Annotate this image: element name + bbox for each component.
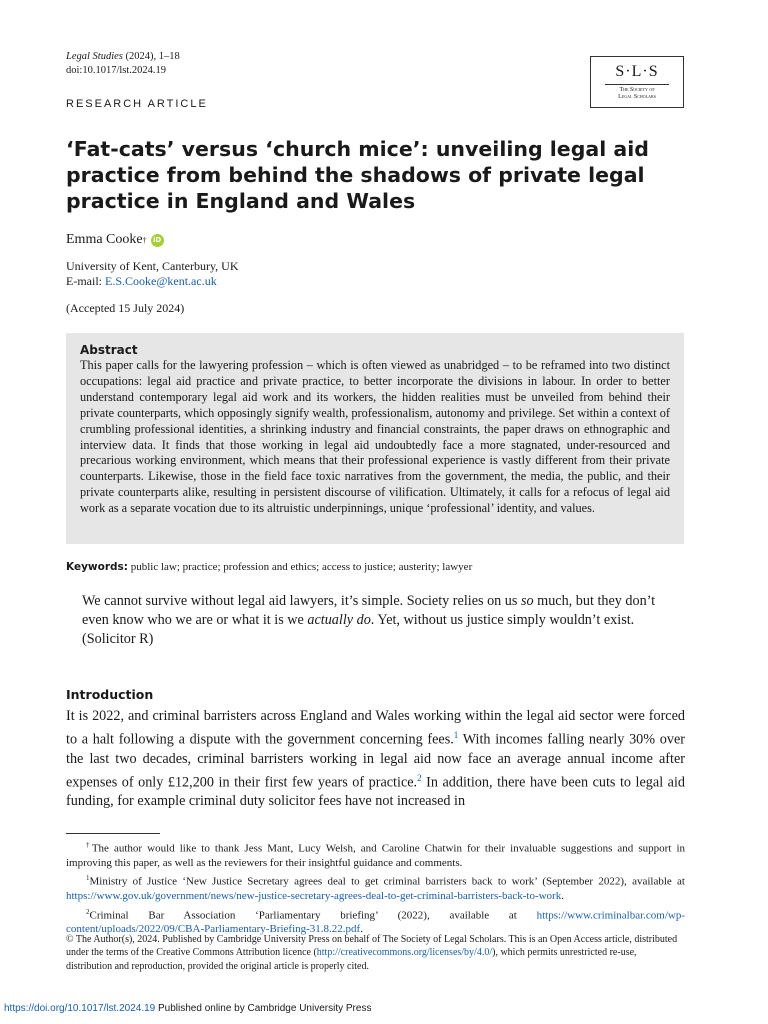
sls-logo (590, 56, 684, 108)
introduction-paragraph (66, 707, 685, 811)
intro-text: With incomes falling nearly 30% over the last two decades, criminal barristers working in legal aid now face an average annual income after expenses of only £12,200 in their first few years of practice. (66, 731, 685, 791)
footnote-mark: 1 (86, 874, 90, 883)
footnote-mark: † (86, 841, 92, 849)
affiliation-block (66, 259, 239, 289)
footnote-text: . (360, 923, 363, 936)
accepted-date: (Accepted 15 July 2024) (66, 301, 185, 315)
doi-link[interactable]: https://doi.org/10.1017/lst.2024.19 (4, 1003, 156, 1014)
license-link[interactable]: http://creativecommons.org/licenses/by/4.0/ (316, 947, 493, 959)
affiliation: University of Kent, Canterbury, UK (66, 259, 239, 273)
footnote-link[interactable]: https://www.criminalbar.com/wp-content/uploads/2022/09/CBA-Parliamentary-Briefing-31.8.22.pdf (66, 909, 685, 936)
journal-meta: (2024), 1–18 (122, 51, 180, 62)
logo-subtext-1: The Society of (619, 87, 655, 93)
footnote-mark: 2 (86, 907, 90, 916)
epigraph-emphasis: so (520, 593, 534, 609)
article-type: RESEARCH ARTICLE (66, 98, 208, 110)
footnote-dagger (66, 838, 685, 870)
author-name[interactable]: Emma Cooke (66, 232, 143, 247)
footnote-2 (66, 905, 685, 937)
article-title: ‘Fat-cats’ versus ‘church mice’: unveiling legal aid practice from behind the shadows of private legal practice in England and Wales (66, 137, 649, 213)
epigraph-emphasis: actually do (307, 612, 371, 628)
footnote-text: Criminal Bar Association ‘Parliamentary briefing’ (2022), available at (89, 909, 537, 922)
epigraph-part: . Yet, without us justice simply wouldn’t exist. (Solicitor R) (82, 612, 635, 647)
license-text: ), which permits unrestricted re-use, distribution and reproduction, provided the original article is properly cited. (66, 947, 637, 972)
keywords-label: Keywords: (66, 561, 128, 573)
introduction-heading: Introduction (66, 687, 154, 702)
footnote-ref-1[interactable]: 1 (453, 730, 459, 740)
email-label: E-mail: (66, 274, 105, 288)
footnote-1 (66, 871, 685, 903)
epigraph-part: We cannot survive without legal aid lawyers, it’s simple. Society relies on us (82, 593, 521, 609)
license-statement (66, 933, 685, 973)
published-online-bar (4, 1003, 371, 1014)
published-text: Published online by Cambridge University Press (155, 1003, 372, 1014)
orcid-icon[interactable]: iD (151, 234, 164, 247)
logo-subtext-2: Legal Scholars (618, 94, 656, 100)
abstract-heading: Abstract (80, 343, 138, 357)
footnote-ref-2[interactable]: 2 (417, 772, 422, 783)
license-text: © The Author(s), 2024. Published by Cambridge University Press on behalf of The Society of Legal Scholars. This is an Open Access article, distributed under the terms of the Creative Commons Attribution licence ( (66, 934, 678, 959)
abstract-box (66, 333, 684, 544)
email-link[interactable]: E.S.Cooke@kent.ac.uk (105, 274, 217, 288)
intro-text: It is 2022, and criminal barristers across England and Wales working within the legal aid sector were forced to a halt following a dispute with the government concerning fees. (66, 708, 685, 748)
journal-citation (66, 50, 180, 78)
keywords-text: public law; practice; profession and ethics; access to justice; austerity; lawyer (127, 561, 473, 573)
epigraph-part: much, but they don’t even know who we are or what it is we (82, 593, 656, 628)
footnote-link[interactable]: https://www.gov.uk/government/news/new-justice-secretary-agrees-deal-to-get-criminal-barristers-back-to-work (66, 890, 562, 903)
footnotes (66, 838, 685, 938)
abstract-text: This paper calls for the lawyering profession – which is often viewed as unabridged – to be reframed into two distinct occupations: legal aid practice and private practice, to better incorporate the divisions in labour. In order to better understand contemporary legal aid work and its workers, the hidden realities must be unveiled from behind their private counterparts, which opposingly signify wealth, professionalism, autonomy and privilege. Set within a context of crumbling professional identities, a shrinking industry and financial constraints, the paper draws on ethnographic and interview data. It finds that those working in legal aid undoubtedly face a more stagnated, under-resourced and precarious working environment, which means that their professional experience is vastly different from their private counterparts. Likewise, those in the field face toxic narratives from the government, the media, the public, and their private counterparts alike, resulting in persistent discourse of vilification. Ultimately, it calls for a refocus of legal aid work as a separate vocation due to its altruistic underpinnings, unique ‘professional’ identity, and values. (80, 358, 670, 516)
author-line (66, 232, 164, 248)
author-footnote-mark[interactable]: † (142, 235, 147, 245)
footnote-divider (66, 833, 160, 834)
journal-name: Legal Studies (66, 51, 123, 62)
logo-text: S·L·S (615, 63, 659, 80)
footnote-text: . (561, 890, 564, 903)
intro-text: In addition, there have been cuts to legal aid funding, for example criminal duty solicitor fees have not increased in (66, 774, 686, 810)
footnote-text: The author would like to thank Jess Mant, Lucy Welsh, and Caroline Chatwin for their invaluable suggestions and support in improving this paper, as well as the reviewers for their insightful guidance and comments. (66, 842, 686, 869)
logo-rule (605, 84, 669, 85)
epigraph-quote (82, 592, 670, 649)
footnote-text: Ministry of Justice ‘New Justice Secretary agrees deal to get criminal barristers back to work’ (September 2022), available at (89, 875, 685, 888)
journal-doi: doi:10.1017/lst.2024.19 (66, 65, 167, 76)
keywords (66, 561, 472, 573)
